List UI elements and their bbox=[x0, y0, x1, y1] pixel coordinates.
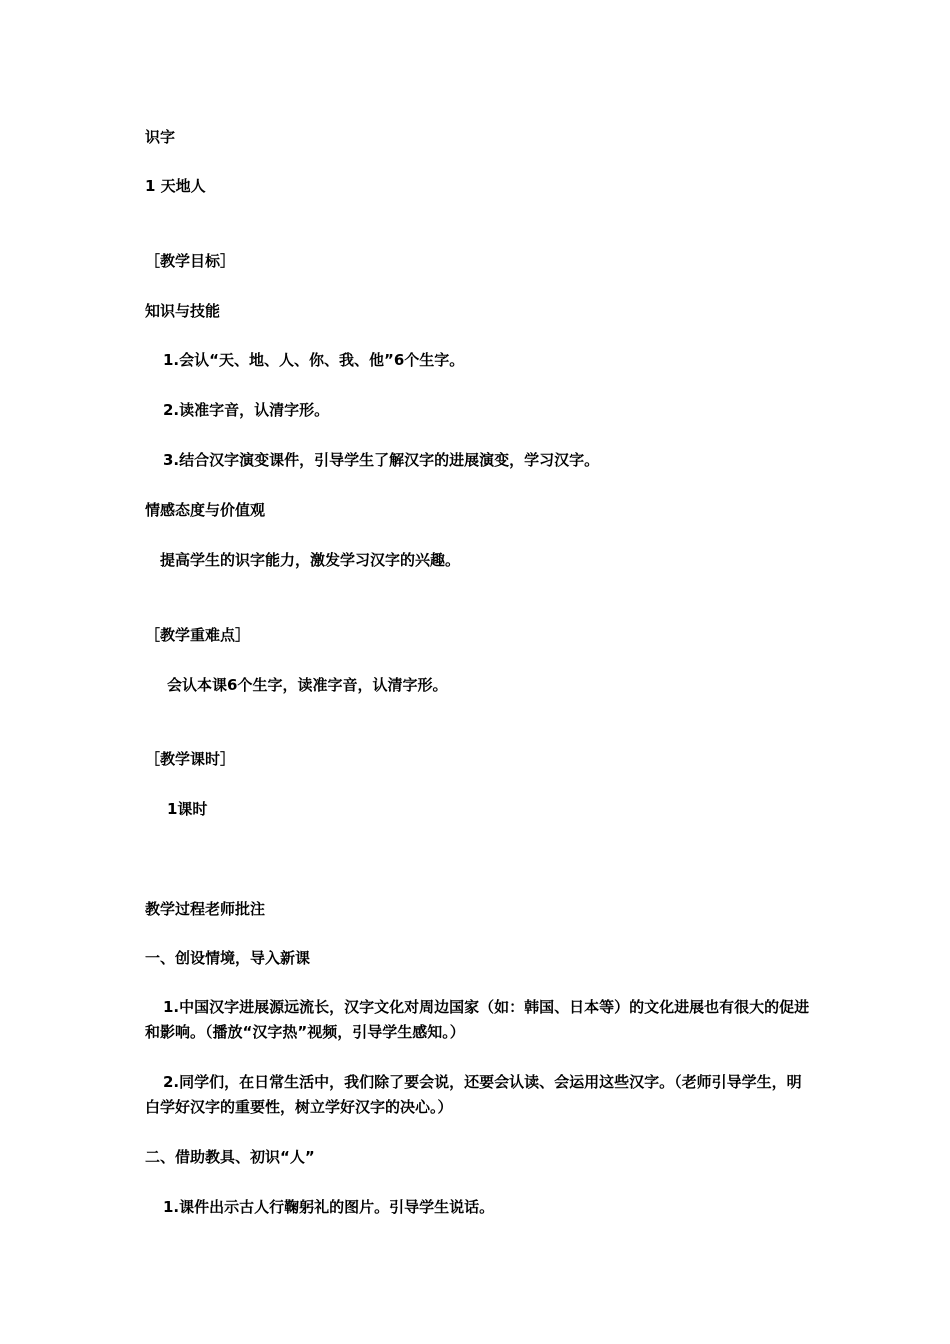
step1-item: 1.中国汉字进展源远流长，汉字文化对周边国家（如：韩国、日本等）的文化进展也有很大的促进和影响。（播放“汉字热”视频，引导学生感知。） bbox=[145, 998, 810, 1041]
step2-heading: 二、借助教具、初识“人” bbox=[145, 1148, 315, 1166]
section-title: 识字 bbox=[145, 128, 176, 146]
objectives-heading: ［教学目标］ bbox=[145, 252, 236, 270]
periods-text: 1课时 bbox=[167, 800, 208, 818]
lesson-title: 1 天地人 bbox=[145, 177, 206, 195]
periods-heading: ［教学课时］ bbox=[145, 750, 236, 768]
process-heading: 教学过程老师批注 bbox=[145, 900, 266, 918]
step1-item: 2.同学们，在日常生活中，我们除了要会说，还要会认读、会运用这些汉字。（老师引导学生，明白学好汉字的重要性，树立学好汉字的决心。） bbox=[145, 1073, 802, 1116]
key-points-text: 会认本课6个生字，读准字音，认清字形。 bbox=[167, 676, 448, 694]
knowledge-item: 3.结合汉字演变课件，引导学生了解汉字的进展演变，学习汉字。 bbox=[163, 451, 600, 469]
knowledge-item: 1.会认“天、地、人、你、我、他”6个生字。 bbox=[163, 351, 465, 369]
emotion-text: 提高学生的识字能力，激发学习汉字的兴趣。 bbox=[160, 551, 461, 569]
emotion-heading: 情感态度与价值观 bbox=[145, 501, 266, 519]
knowledge-item: 2.读准字音，认清字形。 bbox=[163, 401, 330, 419]
step2-item: 1.课件出示古人行鞠躬礼的图片。引导学生说话。 bbox=[163, 1198, 495, 1216]
knowledge-heading: 知识与技能 bbox=[145, 302, 221, 320]
step1-heading: 一、创设情境，导入新课 bbox=[145, 949, 311, 967]
key-points-heading: ［教学重难点］ bbox=[145, 626, 251, 644]
